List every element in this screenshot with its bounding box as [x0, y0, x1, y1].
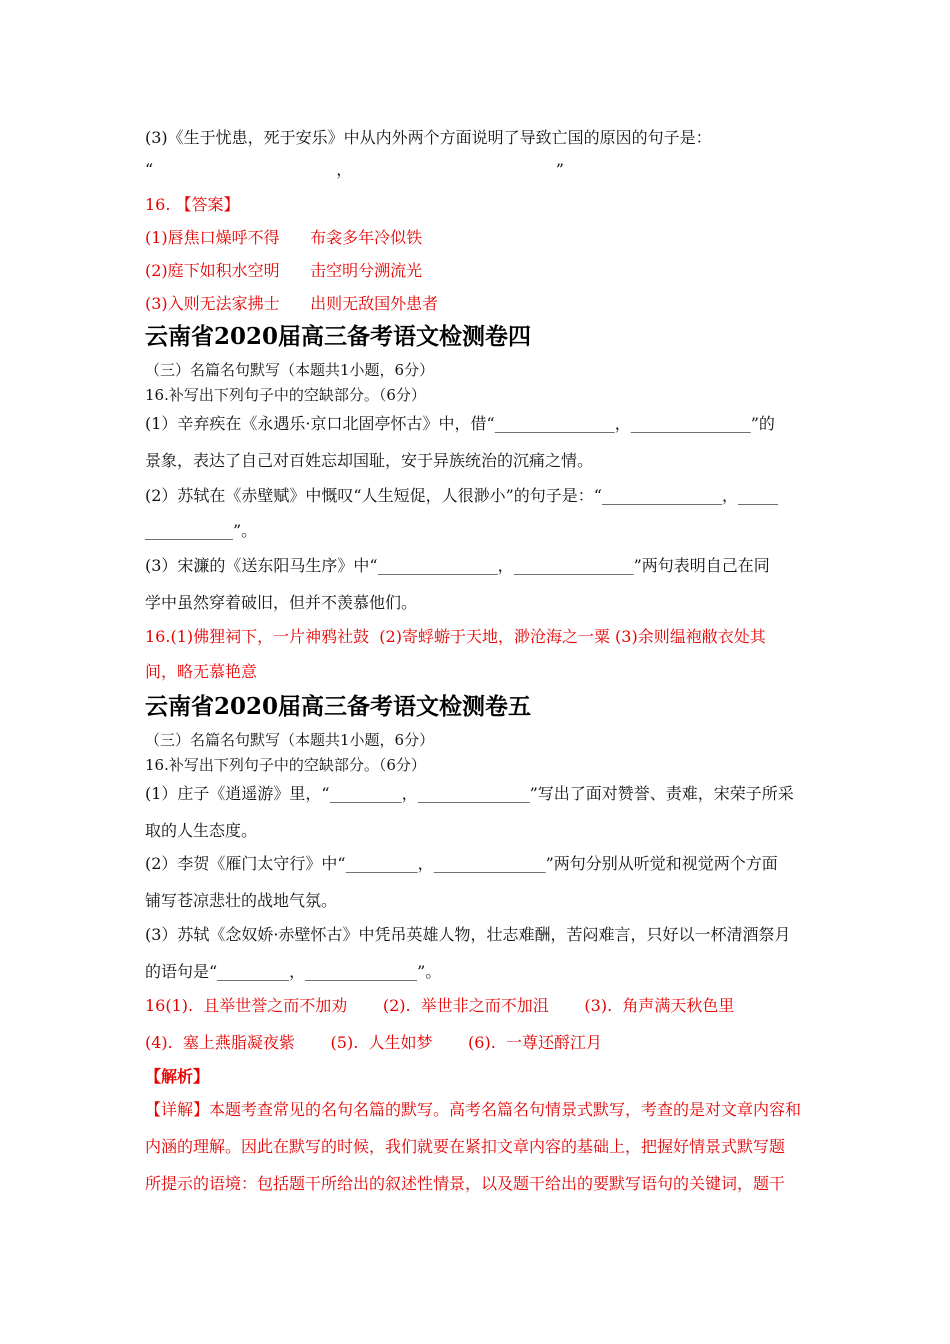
question-3-blank: “ ， ” — [145, 160, 564, 179]
question-2-line-b: 铺写苍凉悲壮的战地气氛。 — [145, 891, 338, 910]
detail-line-3: 所提示的语境：包括题干所给出的叙述性情景，以及题干给出的要默写语句的关键词，题干 — [145, 1174, 786, 1193]
section-title-4: 云南省2020届高三备考语文检测卷四 — [145, 323, 532, 350]
question-3-line-a: (3）宋濂的《送东阳马生序》中“_______________，_______________”两句表明自己在同 — [145, 556, 770, 575]
question-1-line-a: (1）庄子《逍遥游》里，“_________，______________”写出了面对赞誉、责难，宋荣子所采 — [145, 784, 794, 803]
answer-line-b: 间，略无慕艳意 — [145, 662, 258, 681]
question-3: (3)《生于忧患，死于安乐》中从内外两个方面说明了导致亡国的原因的句子是： — [145, 128, 712, 147]
answer-line-1: (1)唇焦口燥呼不得 布衾多年冷似铁 — [145, 228, 423, 247]
answer-line-a: 16.(1)佛狸祠下，一片神鸦社鼓 (2)寄蜉蝣于天地，渺沧海之一粟 (3)余则缊袍敝衣处其 — [145, 627, 766, 646]
answer-line-a: 16(1). 且举世誉之而不加劝 (2). 举世非之而不加沮 (3). 角声满天秋色里 — [145, 996, 735, 1015]
question-3-line-a: (3）苏轼《念奴娇·赤壁怀古》中凭吊英雄人物，壮志难酬，苦闷难言，只好以一杯清酒祭月 — [145, 925, 791, 944]
question-intro: 16.补写出下列句子中的空缺部分。（6分） — [145, 756, 426, 774]
question-1-line-b: 景象，表达了自己对百姓忘却国耻，安于异族统治的沉痛之情。 — [145, 451, 594, 470]
answer-label: 16. 【答案】 — [145, 195, 240, 214]
question-1-line-a: (1）辛弃疾在《永遇乐·京口北固亭怀古》中，借“_______________，_______________”的 — [145, 414, 775, 433]
answer-line-3: (3)入则无法家拂士 出则无敌国外患者 — [145, 294, 439, 313]
section-title-5: 云南省2020届高三备考语文检测卷五 — [145, 693, 532, 720]
question-3-line-b: 学中虽然穿着破旧，但并不羡慕他们。 — [145, 593, 418, 612]
question-1-line-b: 取的人生态度。 — [145, 821, 258, 840]
question-2-line-a: (2）李贺《雁门太守行》中“_________，______________”两句分别从听觉和视觉两个方面 — [145, 854, 778, 873]
question-2-line-a: (2）苏轼在《赤壁赋》中慨叹“人生短促，人很渺小”的句子是：“_______________，_____ — [145, 486, 778, 505]
question-intro: 16.补写出下列句子中的空缺部分。（6分） — [145, 386, 426, 404]
section-subtitle: （三）名篇名句默写（本题共1小题，6分） — [145, 361, 435, 379]
answer-line-2: (2)庭下如积水空明 击空明兮溯流光 — [145, 261, 423, 280]
question-3-line-b: 的语句是“_________，______________”。 — [145, 962, 442, 981]
section-subtitle: （三）名篇名句默写（本题共1小题，6分） — [145, 731, 435, 749]
analysis-label: 【解析】 — [145, 1067, 210, 1086]
answer-line-b: (4). 塞上燕脂凝夜紫 (5). 人生如梦 (6). 一尊还酹江月 — [145, 1033, 602, 1052]
detail-line-1: 【详解】本题考查常见的名句名篇的默写。高考名篇名句情景式默写，考查的是对文章内容和 — [145, 1100, 802, 1119]
detail-line-2: 内涵的理解。因此在默写的时候，我们就要在紧扣文章内容的基础上，把握好情景式默写题 — [145, 1137, 786, 1156]
question-2-line-b: ___________”。 — [145, 521, 258, 540]
